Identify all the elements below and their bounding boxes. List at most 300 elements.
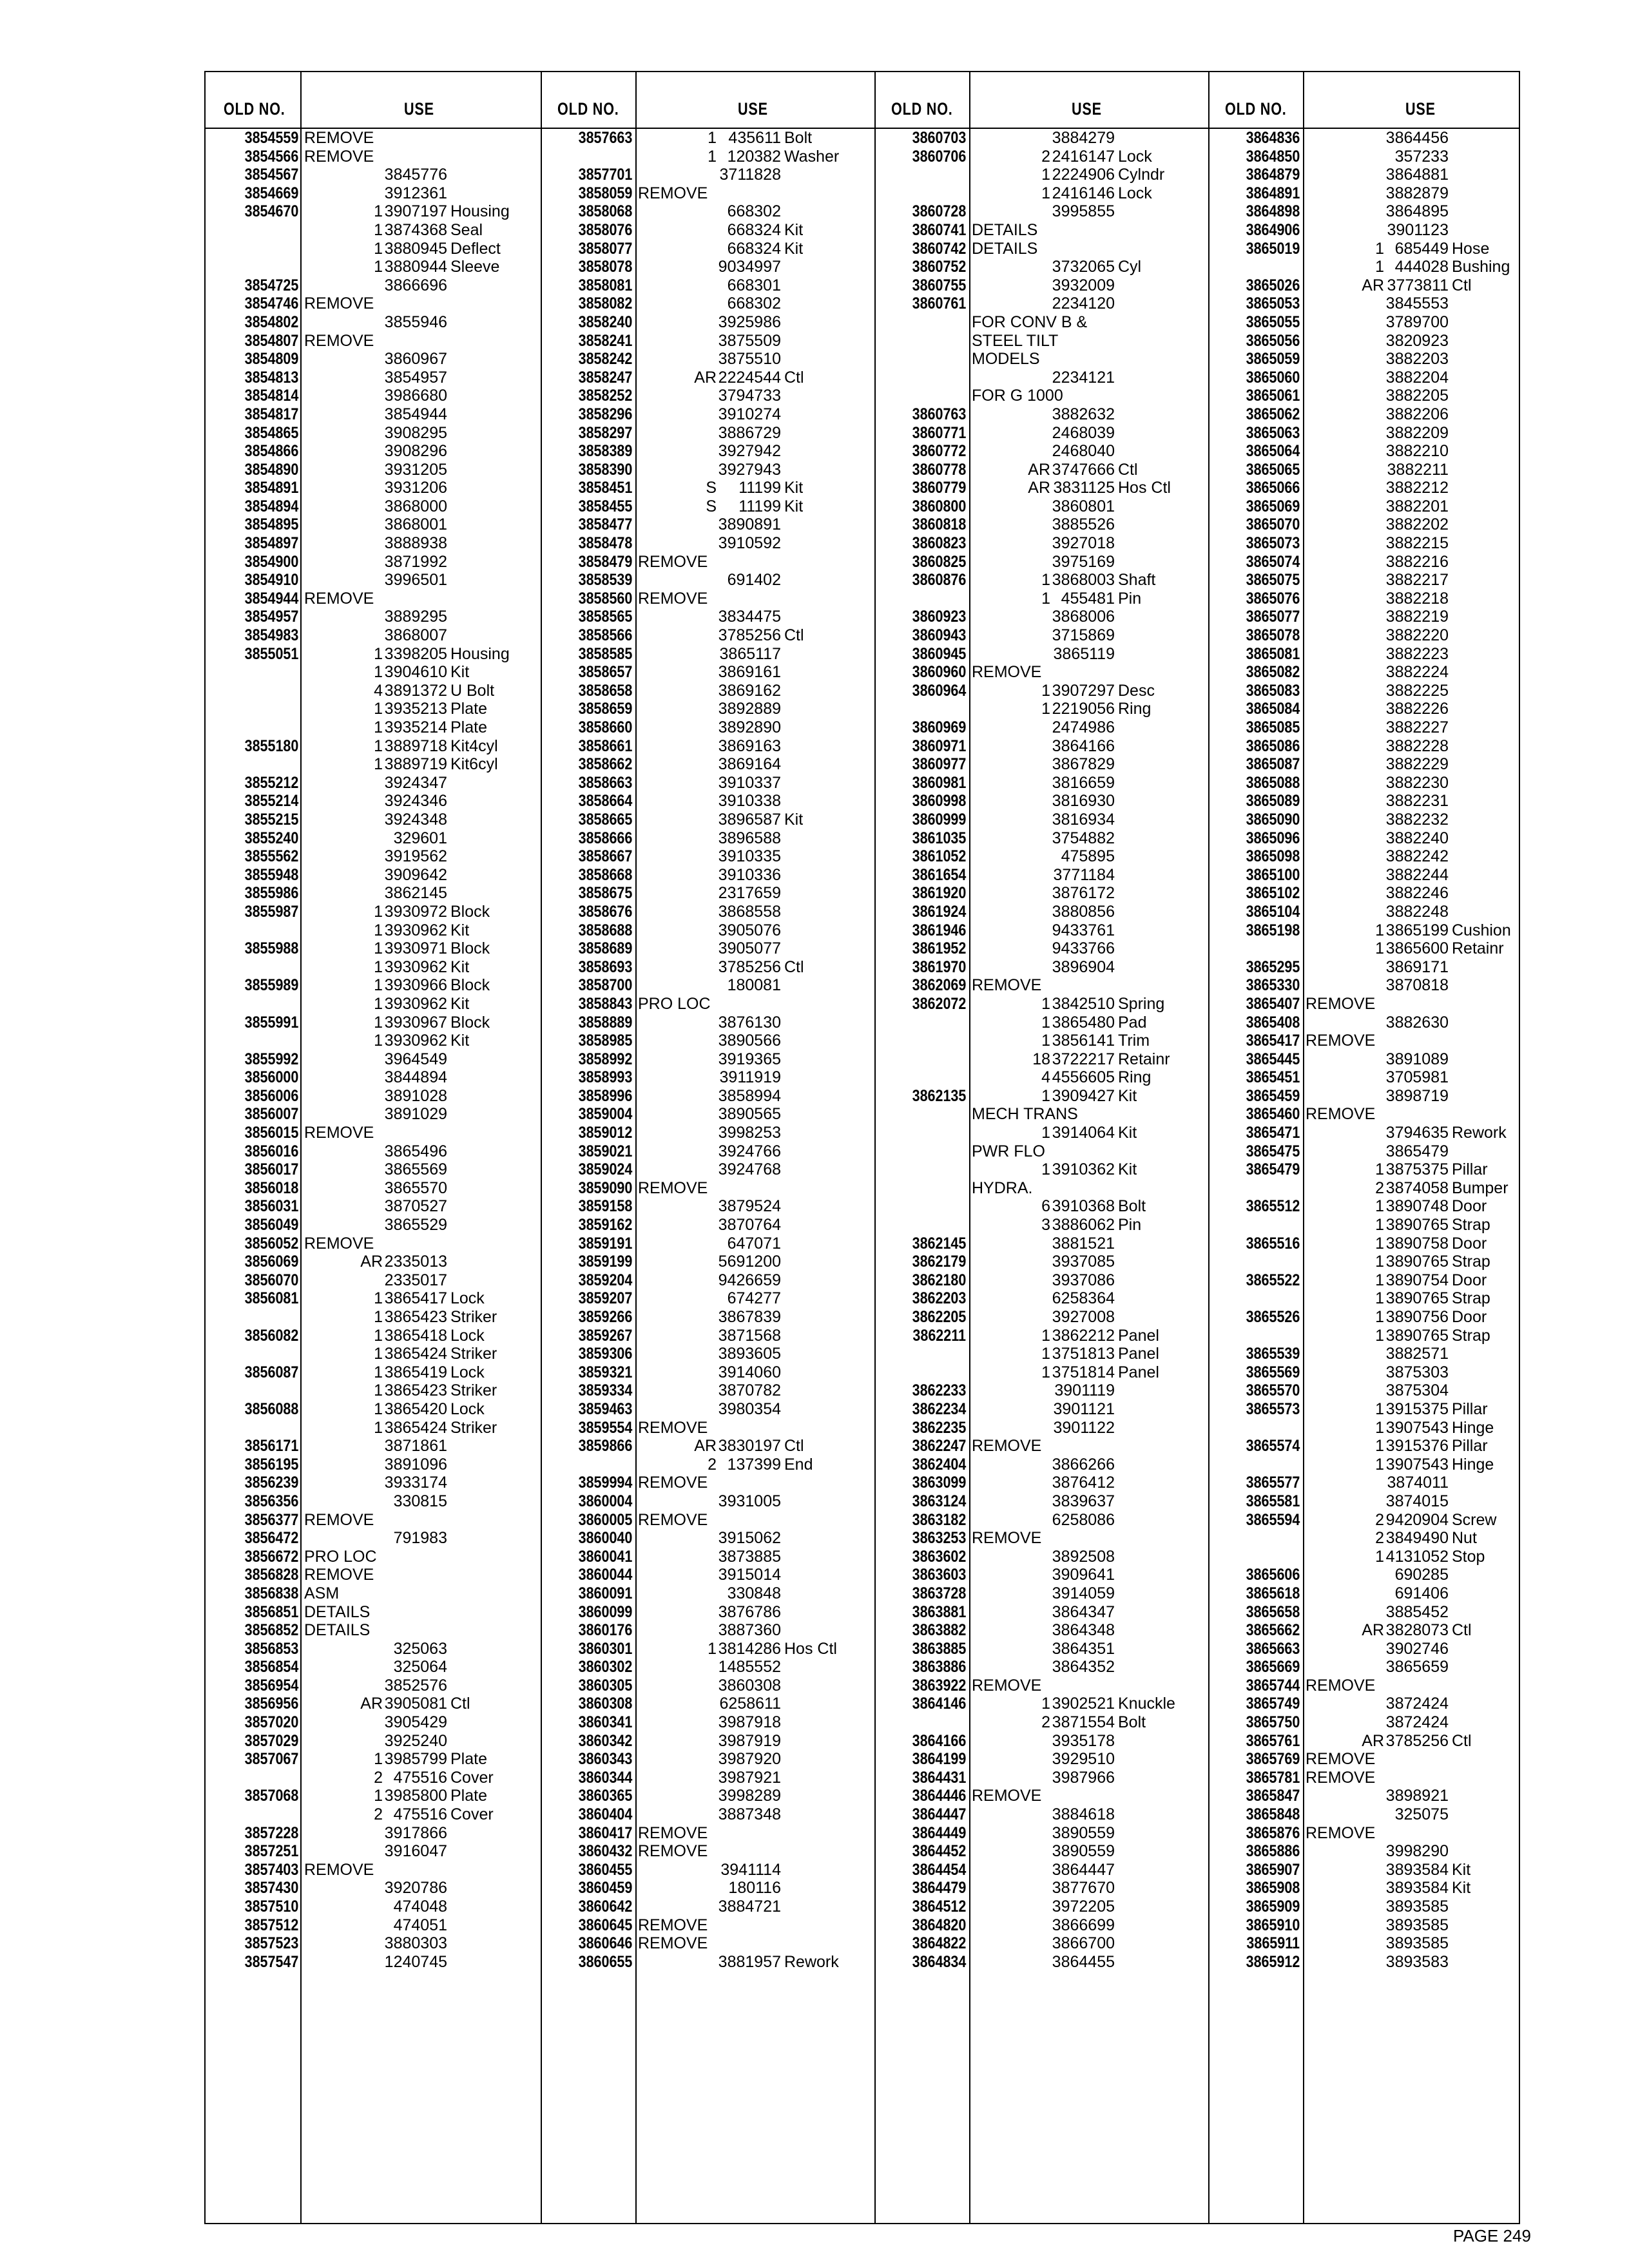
table-row bbox=[873, 515, 1208, 534]
new-part-number: 9034997 bbox=[718, 258, 781, 276]
new-part-number: 3890756 bbox=[1385, 1308, 1449, 1326]
old-part-number: 3860646 bbox=[578, 1934, 632, 1953]
new-part-number: 9433766 bbox=[1052, 939, 1115, 958]
table-column-3 bbox=[873, 129, 1208, 1971]
table-row bbox=[206, 976, 541, 995]
new-part-number: 691402 bbox=[727, 571, 781, 590]
old-part-number: 3860876 bbox=[912, 571, 966, 590]
old-part-number: 3861052 bbox=[912, 847, 966, 866]
table-row bbox=[873, 534, 1208, 553]
table-row bbox=[206, 884, 541, 903]
old-part-number: 3862180 bbox=[912, 1271, 966, 1289]
old-part-number: 3856854 bbox=[244, 1658, 298, 1677]
old-part-number: 3854895 bbox=[244, 515, 298, 534]
quantity: 1 bbox=[374, 1326, 383, 1345]
table-row bbox=[206, 1289, 541, 1308]
new-part-number: 3893605 bbox=[718, 1345, 781, 1363]
old-part-number: 3865077 bbox=[1246, 608, 1300, 626]
table-row bbox=[206, 718, 541, 737]
quantity: 1 bbox=[1375, 1234, 1384, 1253]
table-row bbox=[1207, 479, 1542, 497]
quantity: AR bbox=[360, 1253, 383, 1271]
table-row bbox=[1207, 424, 1542, 443]
table-row bbox=[539, 1456, 874, 1474]
directive-text: DETAILS bbox=[304, 1621, 371, 1640]
new-part-number: 3930971 bbox=[384, 939, 447, 958]
new-part-number: 3864352 bbox=[1052, 1658, 1115, 1677]
old-part-number: 3854891 bbox=[244, 479, 298, 497]
new-part-number: 3882216 bbox=[1385, 552, 1449, 571]
new-part-number: 3814286 bbox=[718, 1639, 781, 1658]
table-row bbox=[873, 553, 1208, 572]
new-part-number: 3987920 bbox=[718, 1750, 781, 1769]
description: Lock bbox=[450, 1399, 485, 1418]
new-part-number: 3882227 bbox=[1385, 718, 1449, 736]
new-part-number: 3882202 bbox=[1385, 515, 1449, 534]
old-part-number: 3865059 bbox=[1246, 350, 1300, 369]
quantity: 2 bbox=[708, 1455, 717, 1474]
quantity: 1 bbox=[374, 644, 383, 663]
description: Kit bbox=[784, 239, 804, 258]
new-part-number: 3890748 bbox=[1385, 1197, 1449, 1216]
table-row bbox=[539, 1805, 874, 1824]
old-part-number: 3865618 bbox=[1246, 1584, 1300, 1602]
table-row bbox=[1207, 1032, 1542, 1050]
new-part-number: 3865570 bbox=[384, 1178, 447, 1197]
directive-text: REMOVE bbox=[972, 1787, 1042, 1805]
old-part-number: 3858566 bbox=[578, 626, 632, 645]
new-part-number: 3747666 bbox=[1052, 460, 1115, 479]
old-part-number: 3865663 bbox=[1246, 1639, 1300, 1658]
new-part-number: 3828073 bbox=[1385, 1621, 1449, 1640]
new-part-number: 3860967 bbox=[384, 350, 447, 369]
old-part-number: 3865075 bbox=[1246, 571, 1300, 590]
table-row bbox=[873, 148, 1208, 166]
old-part-number: 3860823 bbox=[912, 534, 966, 553]
old-part-number: 3856852 bbox=[244, 1621, 298, 1640]
table-row bbox=[873, 1160, 1208, 1179]
new-part-number: 3865119 bbox=[1053, 644, 1115, 663]
table-row bbox=[206, 1235, 541, 1253]
table-row bbox=[1207, 166, 1542, 184]
new-part-number: 2416147 bbox=[1052, 147, 1115, 166]
new-part-number: 3834475 bbox=[718, 608, 781, 626]
old-part-number: 3865909 bbox=[1246, 1898, 1300, 1916]
table-row bbox=[206, 387, 541, 405]
new-part-number: 3868006 bbox=[1052, 608, 1115, 626]
old-part-number: 3860308 bbox=[578, 1695, 632, 1713]
new-part-number: 3890891 bbox=[718, 515, 781, 534]
old-part-number: 3860771 bbox=[912, 423, 966, 442]
table-row bbox=[206, 645, 541, 664]
quantity: 1 bbox=[374, 1345, 383, 1363]
table-row bbox=[539, 626, 874, 645]
table-row bbox=[1207, 1511, 1542, 1530]
new-part-number: 3910592 bbox=[718, 534, 781, 553]
old-part-number: 3858689 bbox=[578, 939, 632, 958]
parts-table bbox=[204, 71, 1520, 2224]
new-part-number: 3862212 bbox=[1052, 1326, 1115, 1345]
description: Kit bbox=[450, 1032, 470, 1050]
table-row bbox=[873, 1879, 1208, 1898]
new-part-number: 3933174 bbox=[384, 1474, 447, 1492]
old-part-number: 3865056 bbox=[1246, 331, 1300, 350]
old-part-number: 3864879 bbox=[1246, 166, 1300, 184]
description: Ctl bbox=[1452, 1621, 1472, 1640]
old-part-number: 3858688 bbox=[578, 921, 632, 939]
old-part-number: 3865570 bbox=[1246, 1381, 1300, 1400]
table-row bbox=[1207, 1861, 1542, 1879]
description: Shaft bbox=[1118, 571, 1156, 590]
quantity: 1 bbox=[1375, 1308, 1384, 1326]
table-row bbox=[539, 958, 874, 977]
table-row bbox=[1207, 1271, 1542, 1290]
table-row bbox=[1207, 461, 1542, 479]
new-part-number: 3871554 bbox=[1052, 1713, 1115, 1732]
table-row bbox=[1207, 1953, 1542, 1972]
new-part-number: 3870782 bbox=[718, 1381, 781, 1400]
new-part-number: 3876786 bbox=[718, 1602, 781, 1621]
old-part-number: 3860417 bbox=[578, 1823, 632, 1842]
old-part-number: 3858666 bbox=[578, 829, 632, 847]
directive-text: REMOVE bbox=[638, 1474, 708, 1492]
quantity: 1 bbox=[374, 1308, 383, 1326]
new-part-number: 3930962 bbox=[384, 921, 447, 939]
table-row bbox=[1207, 829, 1542, 848]
new-part-number: 3722217 bbox=[1052, 1050, 1115, 1068]
new-part-number: 668302 bbox=[727, 202, 781, 221]
new-part-number: 3893585 bbox=[1385, 1898, 1449, 1916]
new-part-number: 3866699 bbox=[1052, 1916, 1115, 1934]
new-part-number: 3864456 bbox=[1385, 129, 1449, 147]
old-part-number: 3855986 bbox=[244, 884, 298, 903]
description: Ctl bbox=[1452, 1731, 1472, 1750]
directive-text: REMOVE bbox=[1306, 1105, 1376, 1124]
old-part-number: 3855180 bbox=[244, 736, 298, 755]
old-part-number: 3856377 bbox=[244, 1510, 298, 1529]
description: Lock bbox=[450, 1326, 485, 1345]
old-part-number: 3859021 bbox=[578, 1142, 632, 1160]
table-row bbox=[1207, 792, 1542, 811]
old-part-number: 3865569 bbox=[1246, 1363, 1300, 1381]
new-part-number: 3868003 bbox=[1052, 571, 1115, 590]
old-part-number: 3857663 bbox=[578, 129, 632, 147]
table-row bbox=[873, 1381, 1208, 1400]
table-row bbox=[206, 166, 541, 184]
directive-text: REMOVE bbox=[304, 1510, 374, 1529]
quantity: 1 bbox=[374, 736, 383, 755]
new-part-number: 3864166 bbox=[1052, 736, 1115, 755]
new-part-number: 11199 bbox=[738, 479, 781, 497]
new-part-number: 3855946 bbox=[384, 312, 447, 331]
table-row bbox=[539, 1124, 874, 1142]
quantity: 1 bbox=[1041, 1013, 1050, 1032]
table-row bbox=[873, 1769, 1208, 1787]
old-part-number: 3859012 bbox=[578, 1124, 632, 1142]
new-part-number: 3732065 bbox=[1052, 258, 1115, 276]
table-row bbox=[539, 1492, 874, 1511]
table-row bbox=[206, 1750, 541, 1769]
table-row bbox=[206, 958, 541, 977]
table-row bbox=[539, 1474, 874, 1492]
quantity: 1 bbox=[1375, 1216, 1384, 1235]
new-part-number: 3873885 bbox=[718, 1547, 781, 1566]
table-row bbox=[539, 811, 874, 829]
directive-text: REMOVE bbox=[638, 1934, 708, 1953]
new-part-number: 3870764 bbox=[718, 1216, 781, 1235]
new-part-number: 3882211 bbox=[1387, 460, 1449, 479]
description: Cylndr bbox=[1118, 166, 1165, 184]
directive-text: REMOVE bbox=[1306, 1676, 1376, 1695]
old-part-number: 3856081 bbox=[244, 1289, 298, 1308]
table-row bbox=[873, 1621, 1208, 1640]
table-row bbox=[1207, 958, 1542, 977]
quantity: 1 bbox=[1375, 1547, 1384, 1566]
table-row bbox=[873, 1014, 1208, 1032]
old-part-number: 3865512 bbox=[1246, 1197, 1300, 1216]
description: Spring bbox=[1118, 994, 1165, 1013]
table-row bbox=[206, 700, 541, 718]
table-row bbox=[206, 515, 541, 534]
old-part-number: 3860040 bbox=[578, 1529, 632, 1548]
table-row bbox=[539, 1861, 874, 1879]
old-part-number: 3864431 bbox=[912, 1768, 966, 1787]
quantity: 2 bbox=[1375, 1510, 1384, 1529]
table-row bbox=[539, 939, 874, 958]
description: Striker bbox=[450, 1345, 497, 1363]
new-part-number: 3865480 bbox=[1052, 1013, 1115, 1032]
old-part-number: 3864449 bbox=[912, 1823, 966, 1842]
description: Kit bbox=[1118, 1124, 1137, 1142]
old-part-number: 3865445 bbox=[1246, 1050, 1300, 1068]
new-part-number: 3785256 bbox=[718, 957, 781, 976]
new-part-number: 3914064 bbox=[1052, 1124, 1115, 1142]
new-part-number: 3864881 bbox=[1385, 166, 1449, 184]
description: Block bbox=[450, 939, 490, 958]
old-part-number: 3865577 bbox=[1246, 1474, 1300, 1492]
new-part-number: 3773811 bbox=[1387, 276, 1449, 294]
old-part-number: 3863124 bbox=[912, 1492, 966, 1510]
old-part-number: 3861654 bbox=[912, 865, 966, 884]
table-row bbox=[873, 202, 1208, 221]
table-row bbox=[873, 1529, 1208, 1548]
old-part-number: 3860945 bbox=[912, 644, 966, 663]
table-row bbox=[1207, 1437, 1542, 1456]
table-row bbox=[873, 995, 1208, 1014]
old-part-number: 3864891 bbox=[1246, 184, 1300, 202]
new-part-number: 3901123 bbox=[1387, 220, 1449, 239]
new-part-number: 3914059 bbox=[1052, 1584, 1115, 1602]
new-part-number: 3910274 bbox=[718, 405, 781, 423]
new-part-number: 9420904 bbox=[1385, 1510, 1449, 1529]
new-part-number: 3987966 bbox=[1052, 1768, 1115, 1787]
table-row bbox=[1207, 1216, 1542, 1235]
old-part-number: 3858078 bbox=[578, 258, 632, 276]
description: Kit bbox=[784, 497, 804, 515]
new-part-number: 3930972 bbox=[384, 902, 447, 921]
old-part-number: 3865096 bbox=[1246, 829, 1300, 847]
directive-text: PRO LOC bbox=[304, 1547, 377, 1566]
table-row bbox=[539, 995, 874, 1014]
table-row bbox=[1207, 884, 1542, 903]
new-part-number: 3996501 bbox=[384, 571, 447, 590]
table-row bbox=[206, 1400, 541, 1419]
table-row bbox=[539, 1271, 874, 1290]
quantity: 1 bbox=[708, 147, 717, 166]
new-part-number: 3930967 bbox=[384, 1013, 447, 1032]
table-row bbox=[873, 866, 1208, 885]
new-part-number: 3865417 bbox=[384, 1289, 447, 1308]
old-part-number: 3864199 bbox=[912, 1750, 966, 1769]
old-part-number: 3855991 bbox=[244, 1013, 298, 1032]
old-part-number: 3865055 bbox=[1246, 312, 1300, 331]
old-part-number: 3860343 bbox=[578, 1750, 632, 1769]
new-part-number: 3886062 bbox=[1052, 1216, 1115, 1235]
old-part-number: 3856087 bbox=[244, 1363, 298, 1381]
old-part-number: 3858660 bbox=[578, 718, 632, 736]
table-row bbox=[1207, 202, 1542, 221]
new-part-number: 325063 bbox=[393, 1639, 447, 1658]
table-row bbox=[873, 129, 1208, 148]
description: Striker bbox=[450, 1308, 497, 1326]
new-part-number: 1240745 bbox=[384, 1952, 447, 1971]
old-part-number: 3863099 bbox=[912, 1474, 966, 1492]
table-row bbox=[206, 1548, 541, 1566]
new-part-number: 2474986 bbox=[1052, 718, 1115, 736]
new-part-number: 3872424 bbox=[1385, 1713, 1449, 1732]
old-part-number: 3865479 bbox=[1246, 1160, 1300, 1179]
quantity: 1 bbox=[1041, 1032, 1050, 1050]
new-part-number: 3927008 bbox=[1052, 1308, 1115, 1326]
table-row bbox=[206, 184, 541, 203]
table-row bbox=[539, 424, 874, 443]
table-row bbox=[539, 1179, 874, 1198]
table-row bbox=[539, 1603, 874, 1622]
old-part-number: 3865848 bbox=[1246, 1805, 1300, 1824]
new-part-number: 329601 bbox=[393, 829, 447, 847]
table-row bbox=[873, 240, 1208, 258]
old-part-number: 3856049 bbox=[244, 1216, 298, 1235]
old-part-number: 3865574 bbox=[1246, 1437, 1300, 1456]
description: Ctl bbox=[784, 957, 804, 976]
new-part-number: 3886729 bbox=[718, 423, 781, 442]
table-row bbox=[206, 1179, 541, 1198]
directive-text: REMOVE bbox=[304, 1566, 374, 1584]
table-row bbox=[873, 571, 1208, 590]
new-part-number: 3849490 bbox=[1385, 1529, 1449, 1548]
old-part-number: 3862069 bbox=[912, 976, 966, 995]
description: Pin bbox=[1118, 589, 1142, 608]
old-part-number: 3858477 bbox=[578, 515, 632, 534]
table-row bbox=[1207, 148, 1542, 166]
new-part-number: 3890559 bbox=[1052, 1842, 1115, 1861]
old-part-number: 3865847 bbox=[1246, 1787, 1300, 1805]
old-part-number: 3865581 bbox=[1246, 1492, 1300, 1510]
table-row bbox=[1207, 1474, 1542, 1492]
old-part-number: 3855987 bbox=[244, 902, 298, 921]
table-row bbox=[1207, 626, 1542, 645]
description: Hos Ctl bbox=[784, 1639, 837, 1658]
old-part-number: 3865063 bbox=[1246, 423, 1300, 442]
quantity: 1 bbox=[374, 976, 383, 995]
directive-text: REMOVE bbox=[1306, 1768, 1376, 1787]
old-part-number: 3865330 bbox=[1246, 976, 1300, 995]
new-part-number: 3864348 bbox=[1052, 1621, 1115, 1640]
table-row bbox=[539, 1345, 874, 1363]
old-part-number: 3858985 bbox=[578, 1032, 632, 1050]
description: Cover bbox=[450, 1768, 494, 1787]
quantity: 18 bbox=[1032, 1050, 1050, 1068]
new-part-number: 3882242 bbox=[1385, 847, 1449, 866]
description: Striker bbox=[450, 1418, 497, 1437]
directive-text: REMOVE bbox=[1306, 1032, 1376, 1050]
old-part-number: 3859463 bbox=[578, 1399, 632, 1418]
new-part-number: 3885452 bbox=[1385, 1602, 1449, 1621]
table-row bbox=[873, 1677, 1208, 1695]
old-part-number: 3859191 bbox=[578, 1234, 632, 1253]
new-part-number: 474051 bbox=[393, 1916, 447, 1934]
table-row bbox=[539, 663, 874, 682]
table-row bbox=[873, 1787, 1208, 1805]
quantity: 1 bbox=[374, 1289, 383, 1308]
table-row bbox=[1207, 939, 1542, 958]
table-row bbox=[206, 1456, 541, 1474]
quantity: 1 bbox=[374, 1787, 383, 1805]
table-row bbox=[873, 590, 1208, 608]
description: Bushing bbox=[1452, 258, 1510, 276]
old-part-number: 3854566 bbox=[244, 147, 298, 166]
directive-text: REMOVE bbox=[638, 589, 708, 608]
table-row bbox=[206, 1842, 541, 1861]
table-row bbox=[1207, 1400, 1542, 1419]
old-part-number: 3858996 bbox=[578, 1086, 632, 1105]
table-row bbox=[206, 332, 541, 351]
old-part-number: 3860365 bbox=[578, 1787, 632, 1805]
table-row bbox=[539, 1327, 874, 1345]
table-row bbox=[1207, 1014, 1542, 1032]
new-part-number: 3715869 bbox=[1052, 626, 1115, 645]
old-part-number: 3858664 bbox=[578, 792, 632, 811]
new-part-number: 3880303 bbox=[384, 1934, 447, 1953]
directive-text: REMOVE bbox=[1306, 994, 1376, 1013]
new-part-number: 3995855 bbox=[1052, 202, 1115, 221]
table-row bbox=[1207, 1769, 1542, 1787]
new-part-number: 3865659 bbox=[1385, 1658, 1449, 1677]
new-part-number: 3882244 bbox=[1385, 865, 1449, 884]
new-part-number: 3882201 bbox=[1385, 497, 1449, 515]
old-part-number: 3857701 bbox=[578, 166, 632, 184]
old-part-number: 3865085 bbox=[1246, 718, 1300, 736]
description: Kit bbox=[1118, 1086, 1137, 1105]
old-part-number: 3859994 bbox=[578, 1474, 632, 1492]
directive-text: REMOVE bbox=[304, 129, 374, 147]
table-row bbox=[539, 1713, 874, 1732]
quantity: 3 bbox=[1041, 1216, 1050, 1235]
description: Block bbox=[450, 976, 490, 995]
old-part-number: 3862145 bbox=[912, 1234, 966, 1253]
quantity: 2 bbox=[374, 1805, 383, 1824]
new-part-number: 3891089 bbox=[1385, 1050, 1449, 1068]
old-part-number: 3860818 bbox=[912, 515, 966, 534]
new-part-number: 3896904 bbox=[1052, 957, 1115, 976]
description: Ctl bbox=[1118, 460, 1138, 479]
description: Door bbox=[1452, 1308, 1487, 1326]
old-part-number: 3860752 bbox=[912, 258, 966, 276]
directive-text: REMOVE bbox=[972, 976, 1042, 995]
description: Lock bbox=[450, 1363, 485, 1381]
table-row bbox=[206, 755, 541, 774]
header-use: USE bbox=[1405, 99, 1436, 119]
